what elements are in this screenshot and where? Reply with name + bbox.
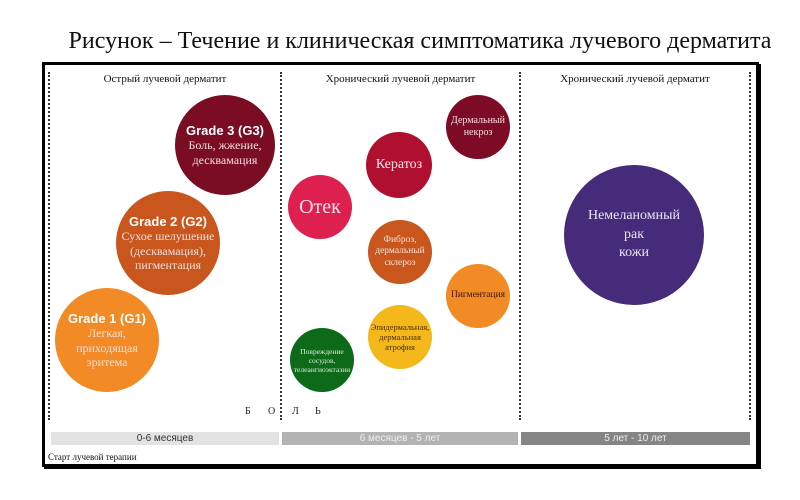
- bubble-grade-3: [175, 95, 275, 195]
- grade-2-label: Grade 2 (G2): [128, 213, 208, 229]
- cancer-label-line-3: кожи: [619, 245, 649, 261]
- bubble-vascular: [290, 328, 354, 392]
- timeline-bar-6-months-5-years: [282, 432, 518, 445]
- figure-title: Рисунок – Течение и клиническая симптоматика лучевого дерматита: [68, 28, 772, 54]
- divider-right: [749, 72, 751, 420]
- bubble-edema: [288, 175, 352, 239]
- bubble-fibrosis: [368, 220, 432, 284]
- grade-1-label: Grade 1 (G1): [67, 310, 147, 326]
- pain-letter-2: О: [268, 406, 276, 417]
- grade-2-desc: Сухое шелушение (десквамация), пигментация: [121, 229, 215, 272]
- bubble-pigmentation: [446, 264, 510, 328]
- bubble-atrophy: [368, 305, 432, 369]
- bubble-grade-1: [55, 288, 159, 392]
- divider-2: [519, 72, 521, 420]
- pain-letter-4: Ь: [315, 406, 321, 417]
- column-header-acute: Острый лучевой дерматит: [103, 73, 227, 85]
- timeline-bar-0-6-months: [51, 432, 279, 445]
- therapy-start-label: Старт лучевой терапии: [48, 452, 137, 462]
- pain-letter-1: Б: [245, 406, 251, 417]
- timeline-label-2: 6 месяцев - 5 лет: [359, 433, 441, 444]
- bubble-necrosis: [446, 95, 510, 159]
- bubble-keratosis: [366, 132, 432, 198]
- atrophy-label: Эпидермальная, дермальная атрофия: [370, 321, 430, 353]
- bubble-nonmelanoma-cancer: [564, 165, 704, 305]
- timeline-label-3: 5 лет - 10 лет: [604, 433, 667, 444]
- pain-letter-3: Л: [292, 406, 299, 417]
- divider-1: [280, 72, 282, 420]
- column-header-late: Хронический лучевой дерматит: [560, 73, 710, 85]
- necrosis-label: Дермальный некроз: [451, 115, 505, 138]
- keratosis-label: Кератоз: [375, 156, 423, 172]
- fibrosis-label: Фиброз, дермальный склероз: [375, 234, 425, 268]
- divider-left: [48, 72, 50, 420]
- grade-3-desc: Боль, жжение, десквамация: [188, 138, 262, 167]
- grade-3-label: Grade 3 (G3): [185, 122, 265, 138]
- edema-label: Отек: [299, 196, 341, 218]
- timeline-label-1: 0-6 месяцев: [136, 433, 194, 444]
- cancer-label-line-2: рак: [623, 226, 644, 242]
- pigmentation-label: Пигментация: [450, 290, 506, 301]
- column-header-chronic: Хронический лучевой дерматит: [325, 73, 476, 85]
- vascular-label: Повреждение сосудов, телеангиоэктазии: [293, 346, 351, 374]
- bubble-grade-2: [116, 191, 220, 295]
- timeline-bar-5-10-years: [521, 432, 750, 445]
- grade-1-desc: Легкая, приходящая эритема: [76, 326, 138, 369]
- cancer-label-line-1: Немеланомный: [587, 207, 681, 223]
